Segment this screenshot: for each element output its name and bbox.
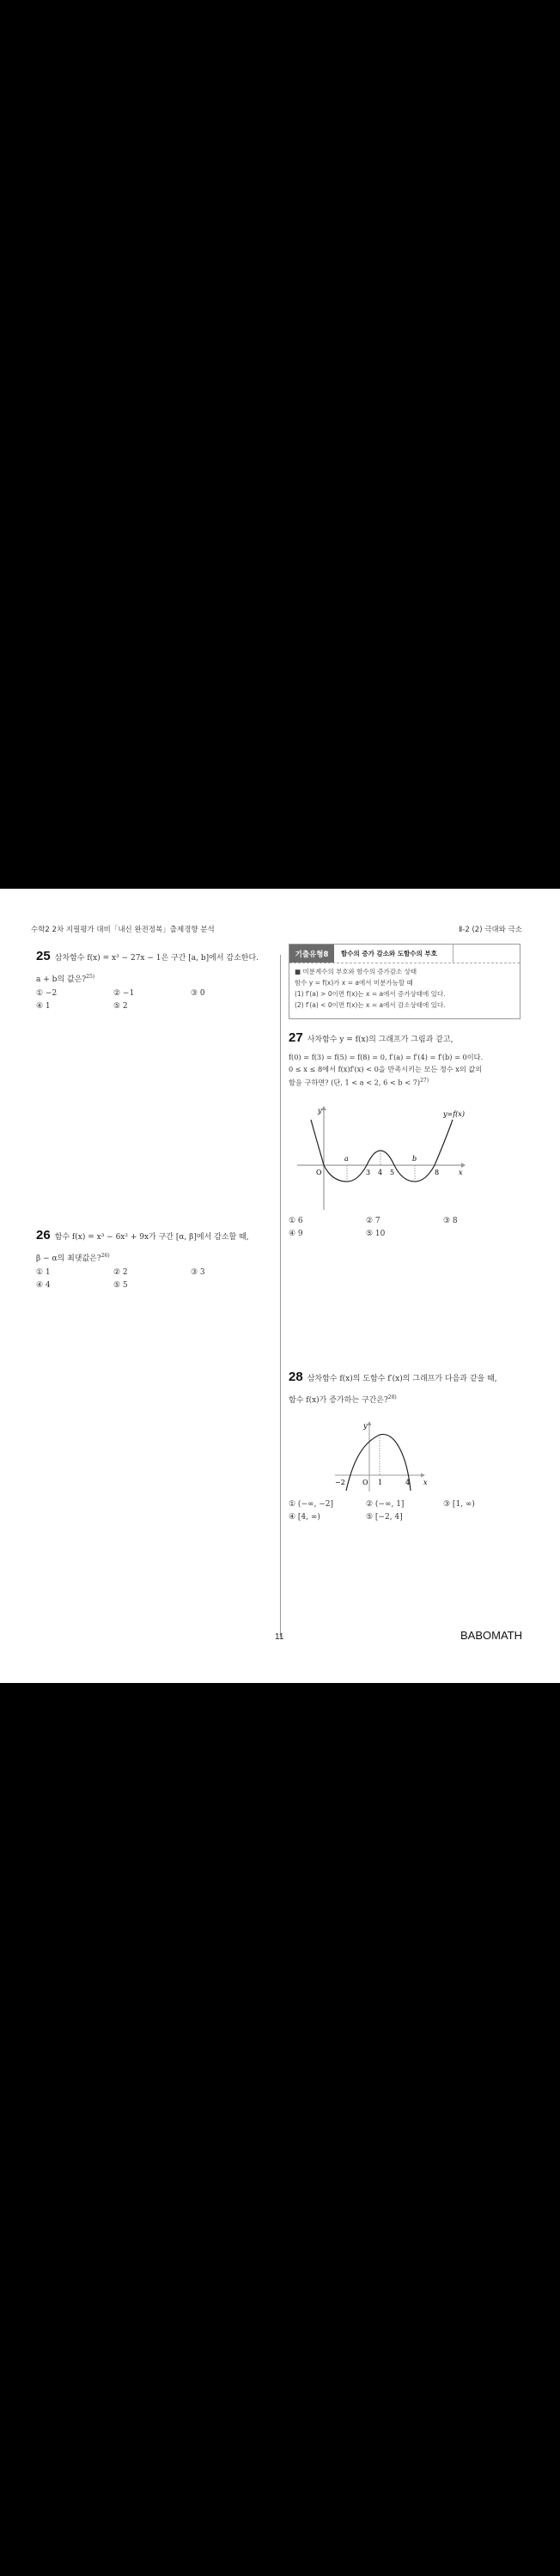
choice-4[interactable]: ④ 4 (36, 1281, 51, 1290)
choice-1[interactable]: ① −2 (36, 989, 58, 998)
column-divider (280, 955, 281, 1637)
answer-choices (289, 1215, 538, 1241)
svg-text:x: x (423, 1479, 428, 1486)
brand-logo: BABOMATH (460, 1629, 522, 1642)
svg-text:a: a (344, 1154, 349, 1163)
choice-1[interactable]: ① 6 (289, 1216, 303, 1225)
svg-text:1: 1 (378, 1479, 383, 1486)
header-section: Ⅱ-2 (2) 극대와 극소 (459, 926, 522, 934)
page-number: 11 (275, 1632, 284, 1642)
concept-line: 함수 y = f(x)가 x = a에서 미분가능할 때 (295, 979, 413, 987)
svg-text:y: y (363, 1422, 368, 1430)
derivative-graph (335, 1413, 438, 1495)
choice-3[interactable]: ③ [1, ∞) (443, 1500, 475, 1509)
choice-3[interactable]: ③ 3 (191, 1268, 205, 1277)
footnote-ref: 28) (387, 1394, 397, 1400)
choice-4[interactable]: ④ 9 (289, 1229, 303, 1238)
svg-text:y=f(x): y=f(x) (443, 1109, 465, 1118)
question-text: β − α의 최댓값은? (36, 1255, 101, 1263)
svg-text:O: O (362, 1479, 368, 1486)
question-text: 함수 f(x) = x³ − 6x² + 9x가 구간 [α, β]에서 감소할 때, (54, 1233, 249, 1242)
question-number: 26 (36, 1228, 51, 1242)
concept-title: 함수의 증가 감소와 도함수의 부호 (334, 945, 453, 963)
answer-choices (289, 1498, 538, 1524)
choice-1[interactable]: ① 1 (36, 1268, 51, 1277)
svg-text:4: 4 (378, 1168, 383, 1176)
choice-2[interactable]: ② −1 (113, 989, 135, 998)
question-text: 사차함수 y = f(x)의 그래프가 그림과 같고, (307, 1036, 453, 1044)
question-number: 28 (289, 1370, 303, 1384)
svg-text:−2: −2 (335, 1479, 345, 1486)
concept-line: (1) f′(a) > 0이면 f(x)는 x = a에서 증가상태에 있다. (295, 990, 446, 998)
choice-5[interactable]: ⑤ [−2, 4] (366, 1513, 403, 1522)
choice-5[interactable]: ⑤ 2 (113, 1002, 128, 1011)
header-title: 수학2 2차 지필평가 대비「내신 완전정복」출제경향 분석 (31, 926, 215, 934)
footnote-ref: 25) (86, 974, 95, 980)
concept-box-header (289, 945, 520, 963)
svg-text:5: 5 (390, 1168, 395, 1176)
question-text: 삼차함수 f(x)의 도함수 f′(x)의 그래프가 다음과 같을 때, (307, 1375, 497, 1383)
choice-5[interactable]: ⑤ 10 (366, 1229, 386, 1238)
svg-text:3: 3 (366, 1168, 371, 1176)
concept-tag: 기출유형8 (289, 945, 334, 963)
question-27 (289, 1030, 538, 1241)
question-text: 함수 f(x)가 증가하는 구간은? (289, 1396, 388, 1405)
choice-1[interactable]: ① (−∞, −2] (289, 1500, 333, 1509)
choice-3[interactable]: ③ 8 (443, 1216, 458, 1225)
choice-3[interactable]: ③ 0 (191, 989, 205, 998)
footnote-ref: 26) (100, 1253, 110, 1259)
choice-4[interactable]: ④ [4, ∞) (289, 1513, 320, 1522)
answer-choices (36, 987, 277, 1013)
choice-2[interactable]: ② 2 (113, 1268, 128, 1277)
question-number: 27 (289, 1030, 303, 1045)
question-number: 25 (36, 949, 51, 963)
svg-text:b: b (412, 1154, 417, 1163)
quartic-graph (295, 1096, 467, 1212)
choice-5[interactable]: ⑤ 5 (113, 1281, 128, 1290)
question-text: 삼차함수 f(x) = x³ − 27x − 1은 구간 [a, b]에서 감소한다. (54, 954, 259, 963)
choice-2[interactable]: ② 7 (366, 1216, 380, 1225)
question-28 (289, 1370, 538, 1524)
concept-line: (2) f′(a) < 0이면 f(x)는 x = a에서 감소상태에 있다. (295, 1001, 446, 1009)
document-page (0, 889, 560, 1683)
answer-choices (36, 1267, 277, 1292)
svg-text:y: y (318, 1106, 322, 1115)
choice-4[interactable]: ④ 1 (36, 1002, 51, 1011)
svg-text:O: O (316, 1168, 322, 1176)
question-25 (36, 949, 277, 1013)
footnote-ref: 27) (420, 1078, 429, 1084)
question-text: a + b의 값은? (36, 975, 87, 984)
question-text: f(0) = f(3) = f(5) = f(8) = 0, f′(a) = f′(4) = f′(b) = 0이다. (289, 1053, 484, 1061)
concept-body (289, 963, 520, 1013)
svg-text:4: 4 (405, 1479, 411, 1486)
svg-text:8: 8 (435, 1168, 440, 1176)
concept-box (289, 944, 520, 1019)
svg-text:x: x (459, 1168, 463, 1176)
question-26 (36, 1228, 277, 1292)
choice-2[interactable]: ② (−∞, 1] (366, 1500, 405, 1509)
concept-heading: ■ 미분계수의 부호와 함수의 증가감소 상태 (295, 968, 417, 975)
question-text: 합을 구하면? (단, 1 < a < 2, 6 < b < 7) (289, 1078, 421, 1087)
question-text: 0 ≤ x ≤ 8에서 f(x)f′(x) < 0을 만족시키는 모든 정수 x의 값의 (289, 1065, 483, 1073)
